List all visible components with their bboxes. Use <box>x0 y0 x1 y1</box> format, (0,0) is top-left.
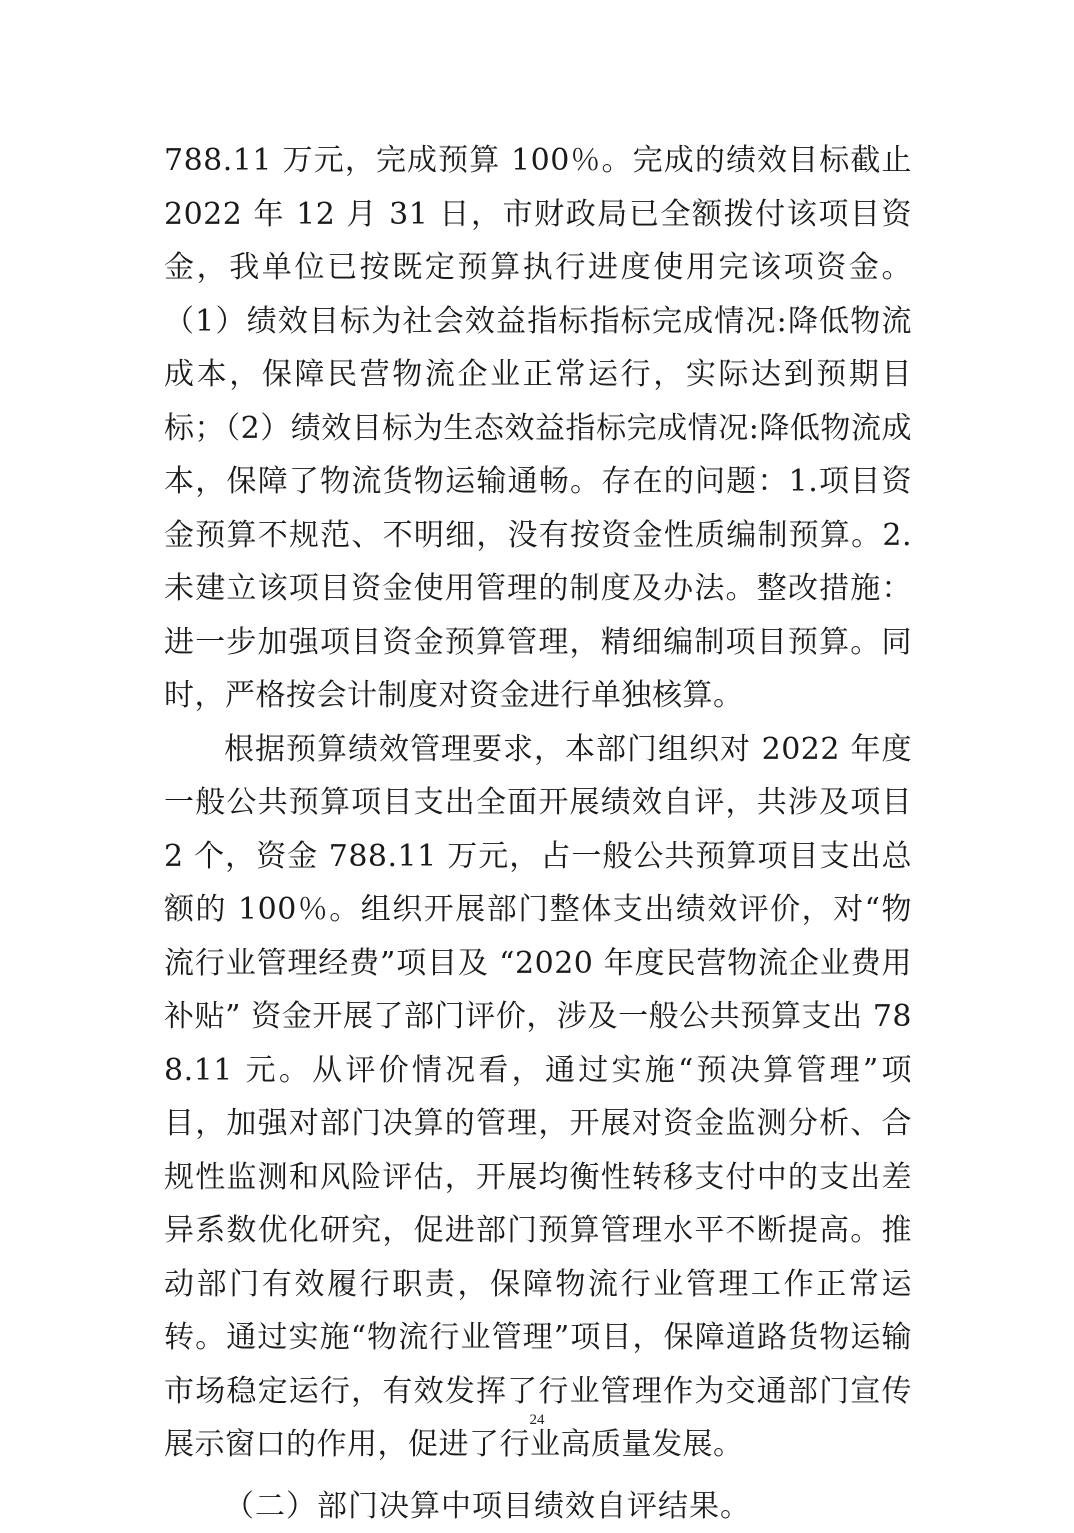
paragraph-evaluation-summary: 根据预算绩效管理要求，本部门组织对 2022 年度一般公共预算项目支出全面开展绩效自评，共涉及项目 2 个，资金 788.11 万元，占一般公共预算项目支出总额的 100％。组织开展部门整体支出绩效评价，对“物流行业管理经费”项目及 “2020 年度民营物流企业费用补贴” 资金开展了部门评价，涉及一般公共预算支出 788.11 元。从评价情况看，通过实施“预决算管理”项目，加强对部门决算的管理，开展对资金监测分析、合规性监测和风险评估，开展均衡性转移支付中的支出差异系数优化研究，促进部门预算管理水平不断提高。推动部门有效履行职责，保障物流行业管理工作正常运转。通过实施“物流行业管理”项目，保障道路货物运输市场稳定运行，有效发挥了行业管理作为交通部门宣传展示窗口的作用，促进了行业高质量发展。 <box>164 723 912 1472</box>
page-number: 24 <box>0 1412 1074 1429</box>
page-body <box>164 134 912 1533</box>
section-heading: （二）部门决算中项目绩效自评结果。 <box>164 1480 912 1533</box>
paragraph-continued: 788.11 万元，完成预算 100％。完成的绩效目标截止 2022 年 12 月 31 日，市财政局已全额拨付该项目资金，我单位已按既定预算执行进度使用完该项资金。（1）绩效目标为社会效益指标指标完成情况:降低物流成本，保障民营物流企业正常运行，实际达到预期目标；（2）绩效目标为生态效益指标完成情况:降低物流成本，保障了物流货物运输通畅。存在的问题：1.项目资金预算不规范、不明细，没有按资金性质编制预算。2.未建立该项目资金使用管理的制度及办法。整改措施：进一步加强项目资金预算管理，精细编制项目预算。同时，严格按会计制度对资金进行单独核算。 <box>164 134 912 723</box>
